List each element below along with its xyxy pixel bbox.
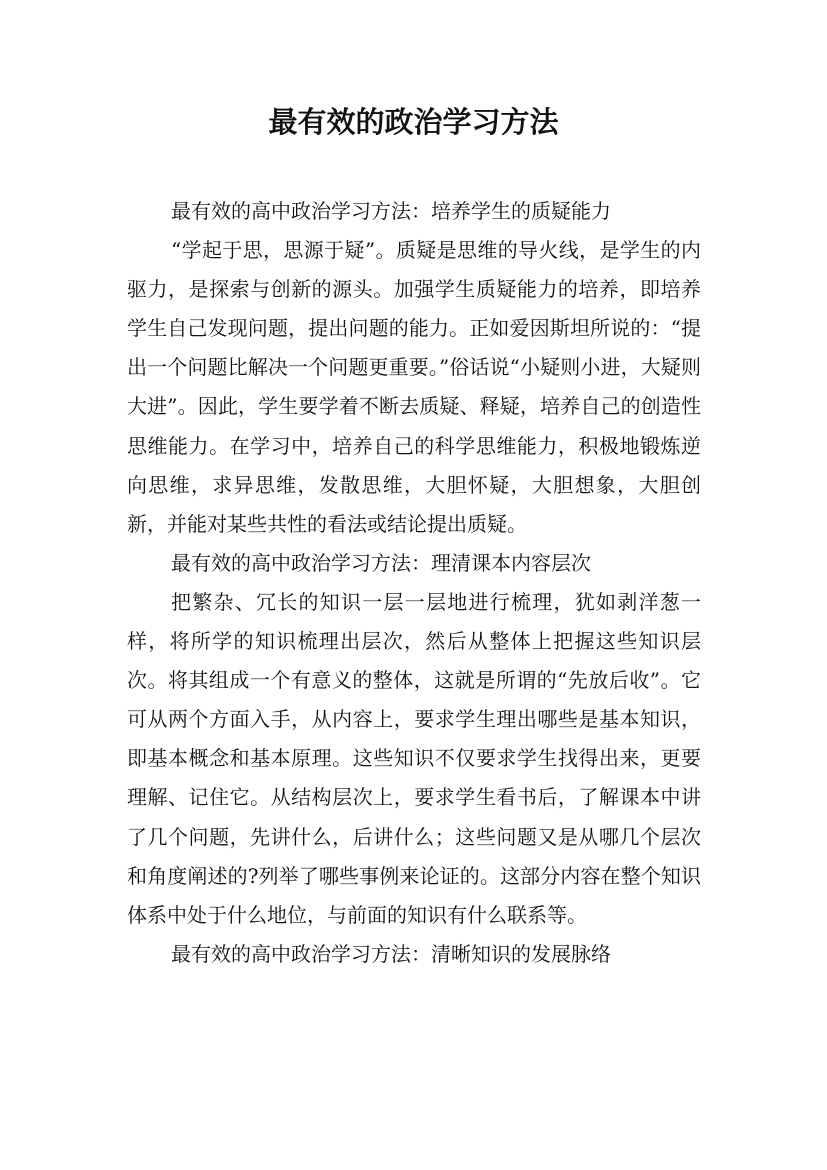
document-title: 最有效的政治学习方法: [268, 105, 559, 139]
document-body: [127, 192, 701, 974]
section-heading-knowledge-development: 最有效的高中政治学习方法：清晰知识的发展脉络: [171, 941, 611, 966]
paragraph-textbook-levels: 把繁杂、冗长的知识一层一层地进行梳理，犹如剥洋葱一样，将所学的知识梳理出层次，然后从整体上把握这些知识层次。将其组成一个有意义的整体，这就是所谓的“先放后收”。它可从两个方面入手，从内容上，要求学生理出哪些是基本知识，即基本概念和基本原理。这些知识不仅要求学生找得出来，更要理解、记住它。从结构层次上，要求学生看书后，了解课本中讲了几个问题，先讲什么，后讲什么；这些问题又是从哪几个层次和角度阐述的?列举了哪些事例来论证的。这部分内容在整个知识体系中处于什么地位，与前面的知识有什么联系等。: [127, 589, 701, 927]
section-heading-textbook-levels: 最有效的高中政治学习方法：理清课本内容层次: [171, 550, 591, 575]
section-heading-questioning: 最有效的高中政治学习方法：培养学生的质疑能力: [171, 199, 611, 223]
paragraph-questioning: “学起于思，思源于疑”。质疑是思维的导火线，是学生的内驱力，是探索与创新的源头。加强学生质疑能力的培养，即培养学生自己发现问题，提出问题的能力。正如爱因斯坦所说的：“提出一个问题比解决一个问题更重要。”俗话说“小疑则小进，大疑则大进”。因此，学生要学着不断去质疑、释疑，培养自己的创造性思维能力。在学习中，培养自己的科学思维能力，积极地锻炼逆向思维，求异思维，发散思维，大胆怀疑，大胆想象，大胆创新，并能对某些共性的看法或结论提出质疑。: [127, 238, 701, 536]
